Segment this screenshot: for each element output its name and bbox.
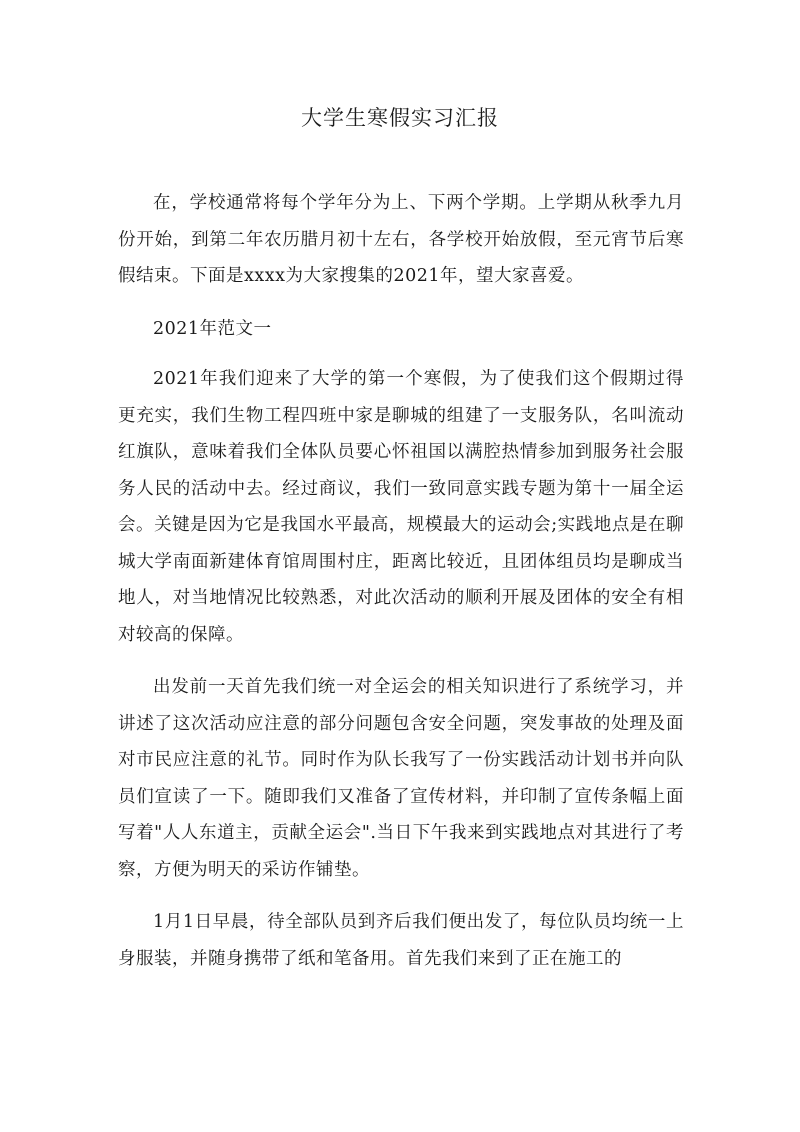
body-paragraph-3: 1月1日早晨，待全部队员到齐后我们便出发了，每位队员均统一上身服装，并随身携带了纸和笔备用。首先我们来到了正在施工的 [118, 912, 684, 969]
section-heading: 2021年范文一 [153, 318, 272, 339]
body-paragraph-2: 出发前一天首先我们统一对全运会的相关知识进行了系统学习，并讲述了这次活动应注意的部分问题包含安全问题，突发事故的处理及面对市民应注意的礼节。同时作为队长我写了一份实践活动计划书并向队员们宣读了一下。随即我们又准备了宣传材料，并印制了宣传条幅上面写着"人人东道主，贡献全运会".当日下午我来到实践地点对其进行了考察，方便为明天的采访作铺垫。 [118, 677, 684, 880]
body-paragraph-1: 2021年我们迎来了大学的第一个寒假，为了使我们这个假期过得更充实，我们生物工程四班中家是聊城的组建了一支服务队，名叫流动红旗队，意味着我们全体队员要心怀祖国以满腔热情参加到服务社会服务人民的活动中去。经过商议，我们一致同意实践专题为第十一届全运会。关键是因为它是我国水平最高，规模最大的运动会;实践地点是在聊城大学南面新建体育馆周围村庄，距离比较近，且团体组员均是聊成当地人，对当地情况比较熟悉，对此次活动的顺利开展及团体的安全有相对较高的保障。 [118, 369, 684, 645]
document-body [118, 185, 684, 993]
document-title: 大学生寒假实习汇报 [301, 106, 499, 130]
intro-paragraph: 在，学校通常将每个学年分为上、下两个学期。上学期从秋季九月份开始，到第二年农历腊月初十左右，各学校开始放假，至元宵节后寒假结束。下面是xxxx为大家搜集的2021年，望大家喜爱。 [118, 193, 684, 286]
